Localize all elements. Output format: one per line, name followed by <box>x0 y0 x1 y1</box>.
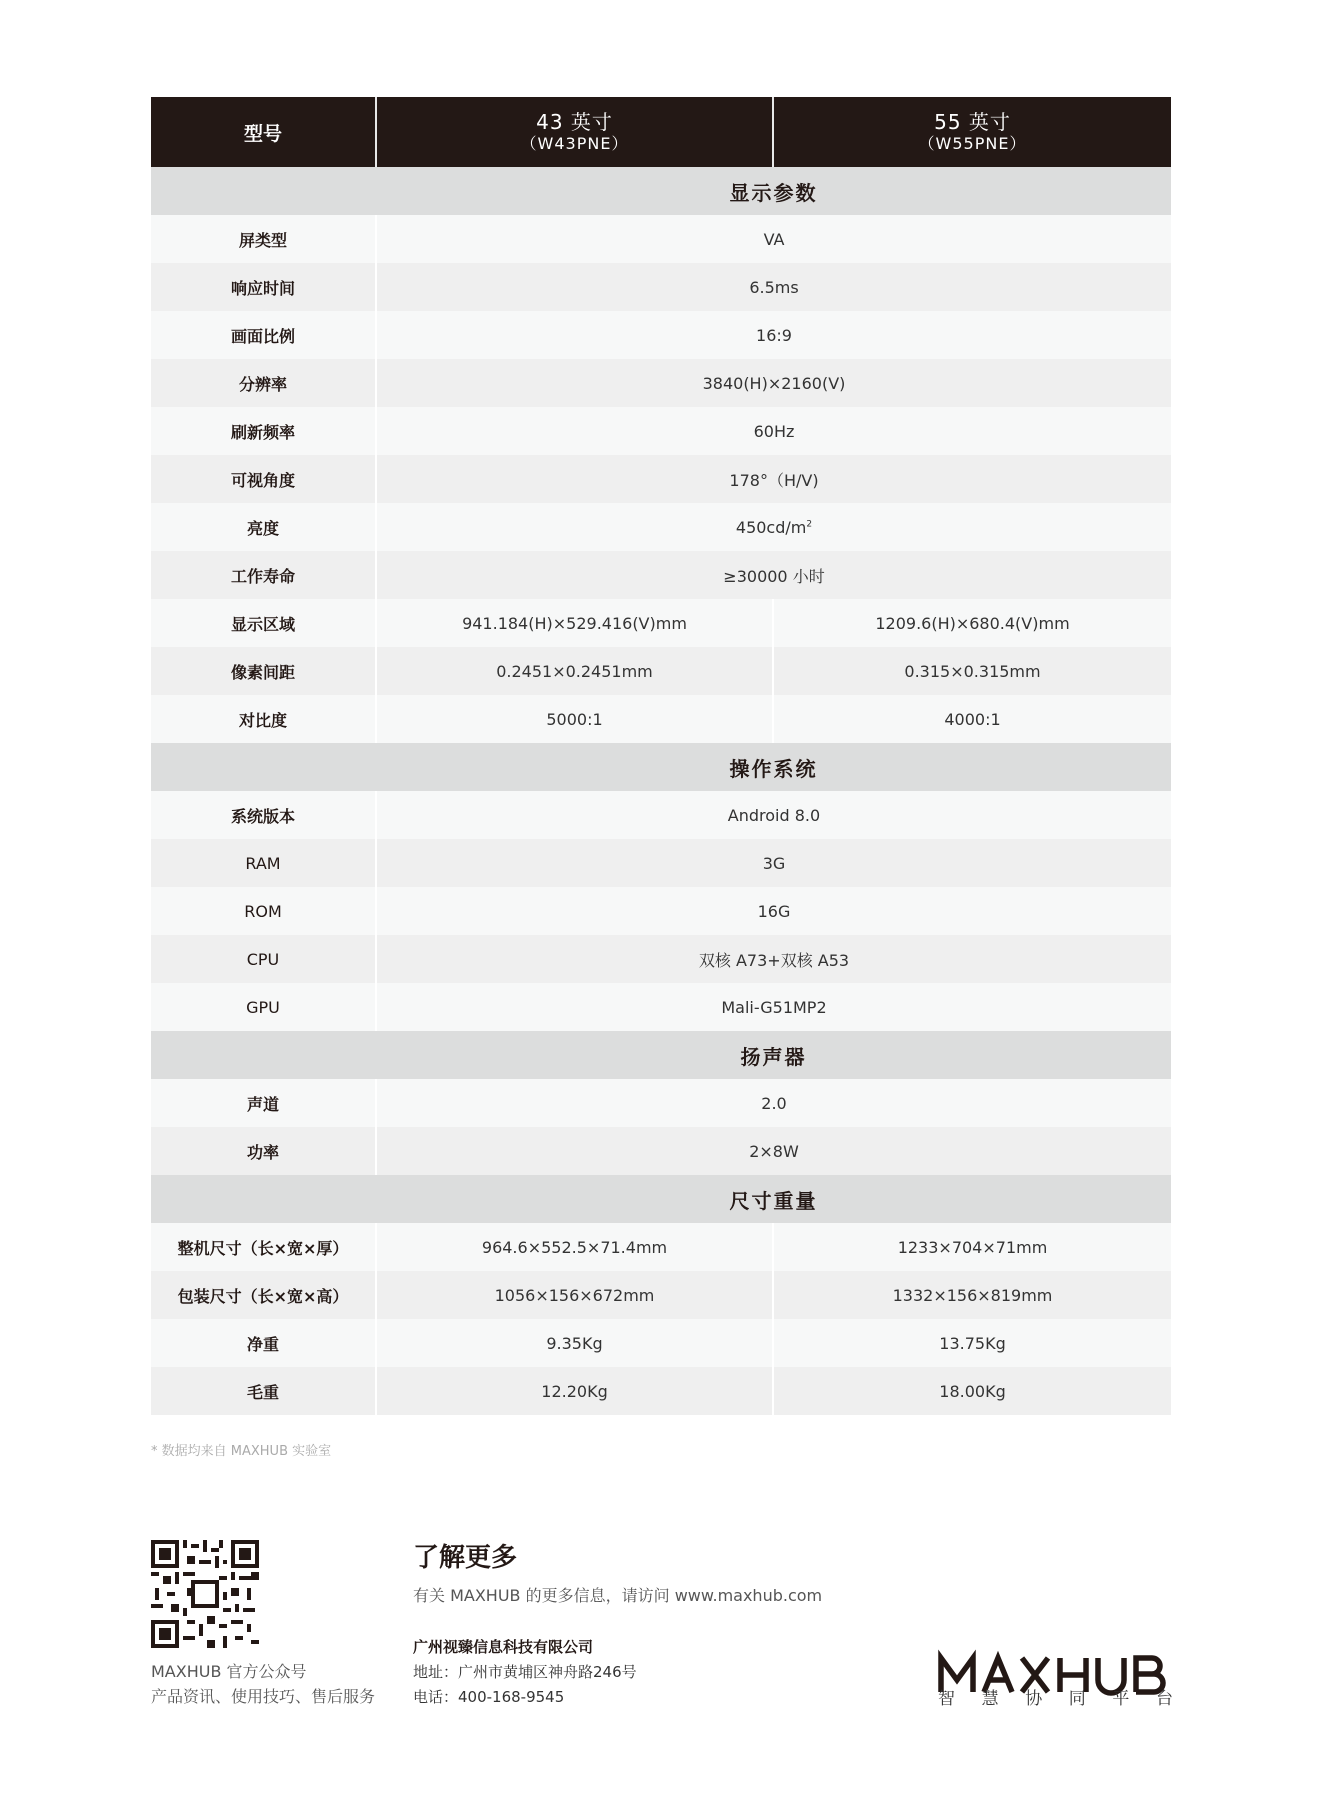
spec-table <box>151 97 1171 1415</box>
row-value: ≥30000 小时 <box>376 551 1171 599</box>
row-label: 毛重 <box>151 1367 376 1415</box>
model-55-header <box>773 97 1171 167</box>
row-label: 功率 <box>151 1127 376 1175</box>
row-value: 双核 A73+双核 A53 <box>376 935 1171 983</box>
row-value-43: 941.184(H)×529.416(V)mm <box>376 599 773 647</box>
row-label: 工作寿命 <box>151 551 376 599</box>
row-value-55: 4000:1 <box>773 695 1171 743</box>
row-label: 整机尺寸（长×宽×厚） <box>151 1223 376 1271</box>
row-value-55: 1332×156×819mm <box>773 1271 1171 1319</box>
company-address: 地址：广州市黄埔区神舟路246号 <box>413 1663 637 1681</box>
table-row <box>151 455 1171 503</box>
section-title: 操作系统 <box>376 743 1171 791</box>
row-label: 画面比例 <box>151 311 376 359</box>
slogan <box>938 1684 1173 1709</box>
row-label: 亮度 <box>151 503 376 551</box>
table-row <box>151 839 1171 887</box>
row-value: Mali-G51MP2 <box>376 983 1171 1031</box>
learn-more-line: 有关 MAXHUB 的更多信息，请访问 www.maxhub.com <box>413 1586 823 1605</box>
table-row <box>151 311 1171 359</box>
table-row <box>151 503 1171 551</box>
row-value: 2×8W <box>376 1127 1171 1175</box>
row-value-43: 0.2451×0.2451mm <box>376 647 773 695</box>
row-value-55: 18.00Kg <box>773 1367 1171 1415</box>
qr-caption-title: MAXHUB 官方公众号 <box>151 1662 307 1681</box>
table-row <box>151 695 1171 743</box>
slogan-char: 平 <box>1112 1689 1130 1709</box>
row-value-55: 0.315×0.315mm <box>773 647 1171 695</box>
row-value: 6.5ms <box>376 263 1171 311</box>
row-value-43: 12.20Kg <box>376 1367 773 1415</box>
row-value-43: 964.6×552.5×71.4mm <box>376 1223 773 1271</box>
table-row <box>151 263 1171 311</box>
row-value: VA <box>376 215 1171 263</box>
table-row <box>151 887 1171 935</box>
row-label: 净重 <box>151 1319 376 1367</box>
row-label: 响应时间 <box>151 263 376 311</box>
row-label: CPU <box>151 935 376 983</box>
row-label: 包装尺寸（长×宽×高） <box>151 1271 376 1319</box>
row-label: 刷新频率 <box>151 407 376 455</box>
row-value: 2.0 <box>376 1079 1171 1127</box>
slogan-char: 同 <box>1068 1689 1086 1709</box>
table-row <box>151 551 1171 599</box>
row-value: 178°（H/V) <box>376 455 1171 503</box>
model-55-size: 55 英寸 <box>934 110 1011 134</box>
table-row <box>151 599 1171 647</box>
row-value: Android 8.0 <box>376 791 1171 839</box>
table-row <box>151 647 1171 695</box>
table-row <box>151 983 1171 1031</box>
model-43-size: 43 英寸 <box>536 110 613 134</box>
row-label: GPU <box>151 983 376 1031</box>
row-value-55: 13.75Kg <box>773 1319 1171 1367</box>
company-name: 广州视臻信息科技有限公司 <box>413 1638 594 1656</box>
table-row <box>151 215 1171 263</box>
row-label: 显示区域 <box>151 599 376 647</box>
row-value: 3G <box>376 839 1171 887</box>
model-43-header <box>376 97 773 167</box>
model-43-code: （W43PNE） <box>520 134 629 153</box>
row-value <box>376 503 1171 551</box>
slogan-char: 慧 <box>981 1689 999 1709</box>
row-value: 60Hz <box>376 407 1171 455</box>
row-label: 屏类型 <box>151 215 376 263</box>
model-header: 型号 <box>151 97 376 167</box>
row-value-43: 1056×156×672mm <box>376 1271 773 1319</box>
row-label: 声道 <box>151 1079 376 1127</box>
table-row <box>151 1319 1171 1367</box>
table-header-row <box>151 97 1171 167</box>
section-speaker <box>151 1031 1171 1079</box>
table-row <box>151 1223 1171 1271</box>
section-title: 显示参数 <box>376 167 1171 215</box>
row-value: 16G <box>376 887 1171 935</box>
model-55-code: （W55PNE） <box>918 134 1027 153</box>
row-value: 3840(H)×2160(V) <box>376 359 1171 407</box>
row-label: ROM <box>151 887 376 935</box>
row-label: 对比度 <box>151 695 376 743</box>
footnote: * 数据均来自 MAXHUB 实验室 <box>151 1444 332 1459</box>
row-label: 系统版本 <box>151 791 376 839</box>
section-title: 扬声器 <box>376 1031 1171 1079</box>
brightness-value: 450cd/m <box>735 517 807 537</box>
row-value-55: 1233×704×71mm <box>773 1223 1171 1271</box>
section-os <box>151 743 1171 791</box>
section-size-weight <box>151 1175 1171 1223</box>
table-row <box>151 1367 1171 1415</box>
company-phone: 电话：400-168-9545 <box>413 1688 565 1706</box>
qr-code[interactable] <box>151 1540 259 1648</box>
section-display <box>151 167 1171 215</box>
row-label: 分辨率 <box>151 359 376 407</box>
row-value-43: 9.35Kg <box>376 1319 773 1367</box>
table-row <box>151 1079 1171 1127</box>
table-row <box>151 407 1171 455</box>
row-label: 像素间距 <box>151 647 376 695</box>
qr-caption-desc: 产品资讯、使用技巧、售后服务 <box>151 1687 376 1706</box>
slogan-char: 台 <box>1155 1689 1173 1709</box>
row-label: RAM <box>151 839 376 887</box>
table-row <box>151 1271 1171 1319</box>
row-label: 可视角度 <box>151 455 376 503</box>
learn-more-title: 了解更多 <box>413 1543 518 1573</box>
brightness-unit-sup: 2 <box>806 519 813 530</box>
row-value: 16:9 <box>376 311 1171 359</box>
row-value-55: 1209.6(H)×680.4(V)mm <box>773 599 1171 647</box>
slogan-char: 协 <box>1025 1689 1043 1709</box>
section-title: 尺寸重量 <box>376 1175 1171 1223</box>
table-row <box>151 1127 1171 1175</box>
table-row <box>151 791 1171 839</box>
slogan-char: 智 <box>938 1689 955 1709</box>
table-row <box>151 935 1171 983</box>
table-row <box>151 359 1171 407</box>
row-value-43: 5000:1 <box>376 695 773 743</box>
